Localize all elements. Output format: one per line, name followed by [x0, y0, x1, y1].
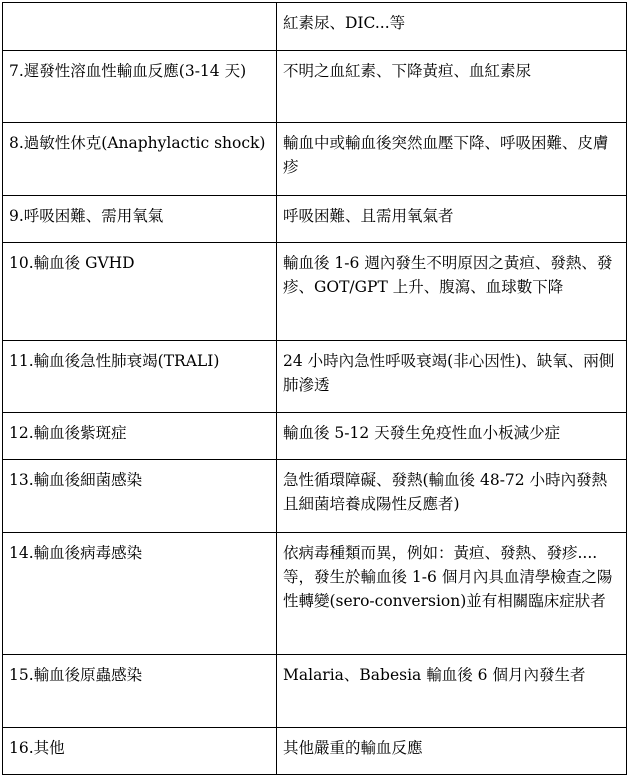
reaction-description: 其他嚴重的輸血反應: [283, 739, 423, 757]
reaction-type-cell: [3, 196, 277, 243]
table-row: [3, 243, 627, 341]
reaction-description: 呼吸困難、且需用氧氣者: [283, 207, 454, 225]
reaction-description-cell: [277, 3, 627, 51]
reaction-description-cell: [277, 460, 627, 533]
table-row: [3, 533, 627, 655]
reaction-type-cell: [3, 728, 277, 775]
reaction-description: 輸血中或輸血後突然血壓下降、呼吸困難、皮膚疹: [283, 134, 609, 176]
reaction-type-cell: [3, 460, 277, 533]
table-row: [3, 123, 627, 196]
reaction-description-cell: [277, 728, 627, 775]
reaction-description: Malaria、Babesia 輸血後 6 個月內發生者: [283, 666, 586, 684]
reaction-type: 14.輸血後病毒感染: [9, 544, 143, 562]
reaction-description: 不明之血紅素、下降黃疸、血紅素尿: [283, 62, 532, 80]
reaction-type: 11.輸血後急性肺衰竭(TRALI): [9, 352, 220, 370]
reaction-type: 16.其他: [9, 739, 65, 757]
reaction-type-cell: [3, 3, 277, 51]
reaction-type: 13.輸血後細菌感染: [9, 471, 143, 489]
reaction-description-cell: [277, 655, 627, 728]
table-row: [3, 3, 627, 51]
reaction-type-cell: [3, 533, 277, 655]
reaction-type-cell: [3, 243, 277, 341]
reaction-type: 8.過敏性休克(Anaphylactic shock): [9, 134, 266, 152]
reaction-type-cell: [3, 413, 277, 460]
table-row: [3, 655, 627, 728]
reaction-type-cell: [3, 51, 277, 123]
reaction-type: 15.輸血後原蟲感染: [9, 666, 143, 684]
table-row: [3, 196, 627, 243]
reaction-description: 輸血後 1-6 週內發生不明原因之黃疸、發熱、發疹、GOT/GPT 上升、腹瀉、血球數下降: [283, 254, 613, 296]
reaction-type: 7.遲發性溶血性輸血反應(3-14 天): [9, 62, 247, 80]
reaction-type: 10.輸血後 GVHD: [9, 254, 135, 272]
reaction-description-cell: [277, 51, 627, 123]
reaction-type-cell: [3, 341, 277, 413]
table-row: [3, 341, 627, 413]
reaction-description: 急性循環障礙、發熱(輸血後 48-72 小時內發熱且細菌培養成陽性反應者): [283, 471, 608, 513]
reaction-description: 輸血後 5-12 天發生免疫性血小板減少症: [283, 424, 561, 442]
reaction-type: 9.呼吸困難、需用氧氣: [9, 207, 164, 225]
transfusion-reaction-table: [2, 2, 627, 775]
table-row: [3, 51, 627, 123]
reaction-type: 12.輸血後紫斑症: [9, 424, 127, 442]
table-row: [3, 413, 627, 460]
reaction-description-cell: [277, 196, 627, 243]
reaction-description: 24 小時內急性呼吸衰竭(非心因性)、缺氧、兩側肺滲透: [283, 352, 615, 394]
reaction-type-cell: [3, 655, 277, 728]
reaction-description-cell: [277, 413, 627, 460]
table-row: [3, 460, 627, 533]
reaction-description-cell: [277, 533, 627, 655]
reaction-description-cell: [277, 123, 627, 196]
reaction-description-cell: [277, 341, 627, 413]
reaction-type-cell: [3, 123, 277, 196]
reaction-description: 紅素尿、DIC...等: [283, 14, 406, 32]
reaction-description: 依病毒種類而異，例如：黃疸、發熱、發疹....等，發生於輸血後 1-6 個月內具血清學檢查之陽性轉變(sero-conversion)並有相關臨床症狀者: [283, 544, 613, 610]
table-row: [3, 728, 627, 775]
reaction-description-cell: [277, 243, 627, 341]
